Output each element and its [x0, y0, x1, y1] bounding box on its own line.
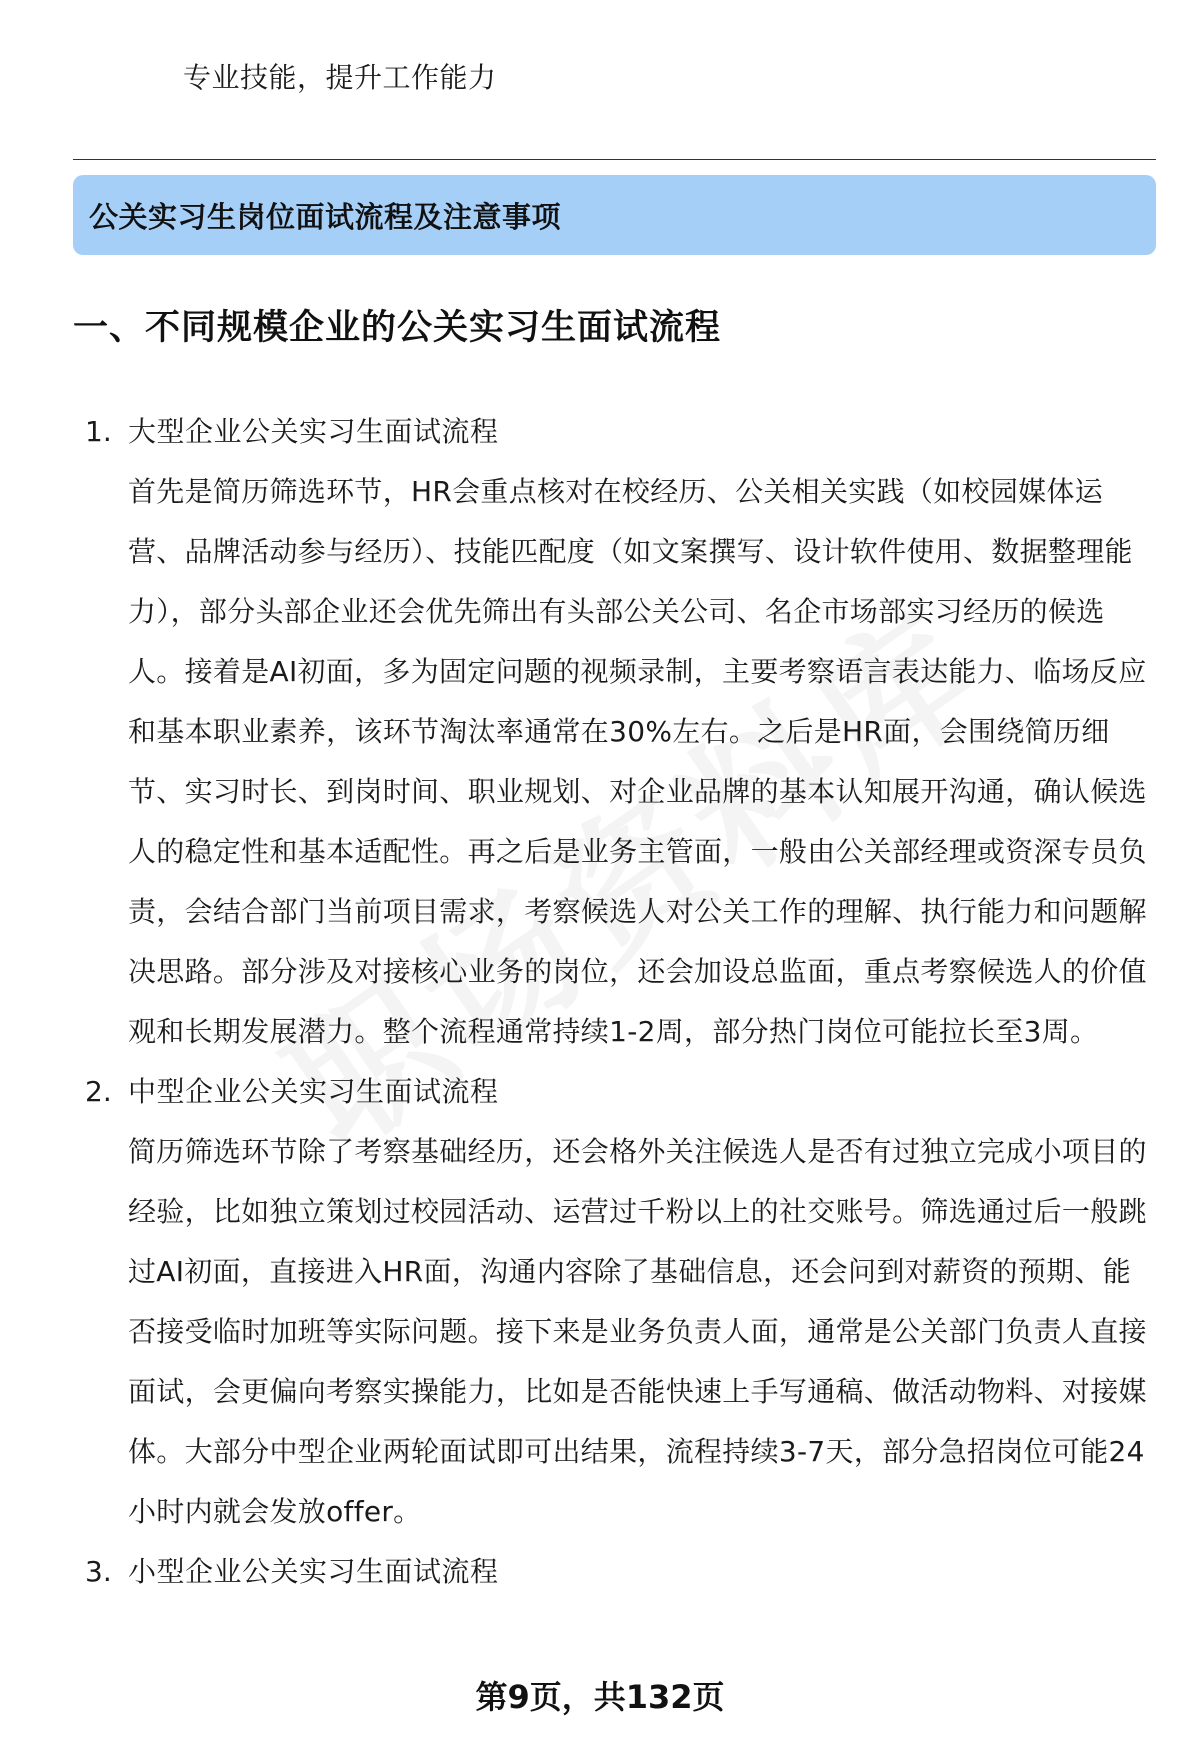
- list-item: [73, 1542, 1156, 1602]
- list-item-number: 2.: [85, 1075, 112, 1108]
- previous-page-continuation: 专业技能，提升工作能力: [183, 61, 497, 94]
- list-item-number: 1.: [85, 415, 112, 448]
- list-item-title: 小型企业公关实习生面试流程: [128, 1555, 499, 1588]
- list-item: [73, 1062, 1156, 1542]
- list-item-title: 中型企业公关实习生面试流程: [128, 1075, 499, 1108]
- numbered-list: [73, 402, 1156, 1602]
- list-item-body: 首先是简历筛选环节，HR会重点核对在校经历、公关相关实践（如校园媒体运营、品牌活动参与经历）、技能匹配度（如文案撰写、设计软件使用、数据整理能力），部分头部企业还会优先筛出有头部公关公司、名企市场部实习经历的候选人。接着是AI初面，多为固定问题的视频录制，主要考察语言表达能力、临场反应和基本职业素养，该环节淘汰率通常在30%左右。之后是HR面，会围绕简历细节、实习时长、到岗时间、职业规划、对企业品牌的基本认知展开沟通，确认候选人的稳定性和基本适配性。再之后是业务主管面，一般由公关部经理或资深专员负责，会结合部门当前项目需求，考察候选人对公关工作的理解、执行能力和问题解决思路。部分涉及对接核心业务的岗位，还会加设总监面，重点考察候选人的价值观和长期发展潜力。整个流程通常持续1-2周，部分热门岗位可能拉长至3周。: [128, 475, 1147, 1048]
- section-banner: [73, 175, 1156, 255]
- page-number-footer: 第9页，共132页: [475, 1678, 725, 1716]
- main-heading: 一、不同规模企业的公关实习生面试流程: [73, 308, 722, 348]
- list-item-title: 大型企业公关实习生面试流程: [128, 415, 499, 448]
- section-banner-title: 公关实习生岗位面试流程及注意事项: [89, 199, 562, 234]
- horizontal-divider: [73, 159, 1156, 160]
- list-item-body: 简历筛选环节除了考察基础经历，还会格外关注候选人是否有过独立完成小项目的经验，比如独立策划过校园活动、运营过千粉以上的社交账号。筛选通过后一般跳过AI初面，直接进入HR面，沟通内容除了基础信息，还会问到对薪资的预期、能否接受临时加班等实际问题。接下来是业务负责人面，通常是公关部门负责人直接面试，会更偏向考察实操能力，比如是否能快速上手写通稿、做活动物料、对接媒体。大部分中型企业两轮面试即可出结果，流程持续3-7天，部分急招岗位可能24小时内就会发放offer。: [128, 1135, 1147, 1528]
- list-item-number: 3.: [85, 1555, 112, 1588]
- list-item: [73, 402, 1156, 1062]
